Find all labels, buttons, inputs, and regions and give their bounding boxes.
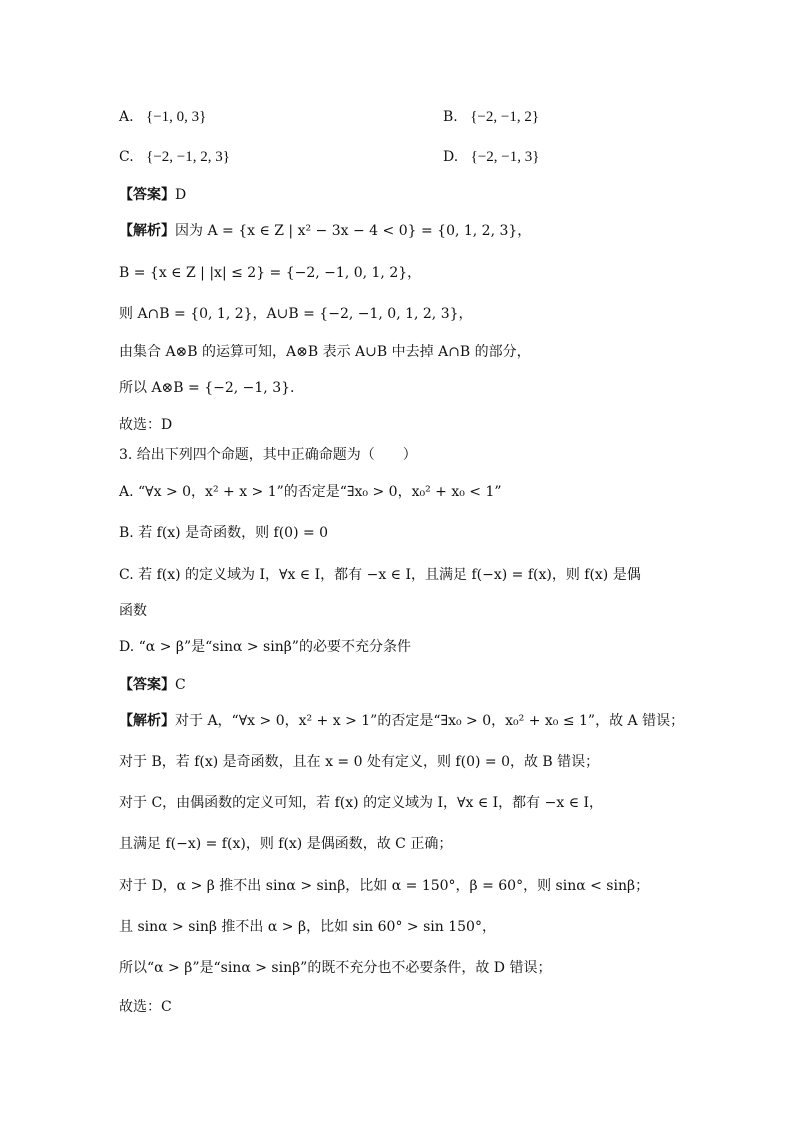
option-a: A. {−1, 0, 3} xyxy=(119,109,207,125)
q3-analysis-line-2: 对于 B，若 f(x) 是奇函数，且在 x = 0 处有定义，则 f(0) = 0，故 B 错误； xyxy=(119,754,600,770)
option-b: B. {−2, −1, 2} xyxy=(443,109,540,125)
q3-option-b: B. 若 f(x) 是奇函数，则 f(0) = 0 xyxy=(119,525,329,541)
q2-analysis-line-1: 【解析】因为 A = {x ∈ Z | x² − 3x − 4 < 0} = {0, 1, 2, 3}， xyxy=(119,223,532,239)
q2-analysis-line-4: 由集合 A⊗B 的运算可知，A⊗B 表示 A∪B 中去掉 A∩B 的部分， xyxy=(119,344,531,360)
q3-option-d: D. “α > β”是“sinα > sinβ”的必要不充分条件 xyxy=(119,639,411,655)
q3-analysis-line-1: 【解析】对于 A，“∀x > 0，x² + x > 1”的否定是“∃x₀ > 0，x₀² + x₀ ≤ 1”，故 A 错误； xyxy=(119,713,685,729)
q3-option-c: C. 若 f(x) 的定义域为 I，∀x ∈ I，都有 −x ∈ I，且满足 f(−x) = f(x)，则 f(x) 是偶 xyxy=(119,567,641,583)
q3-analysis-line-5: 对于 D，α > β 推不出 sinα > sinβ，比如 α = 150°，β = 60°，则 sinα < sinβ； xyxy=(119,878,650,894)
q3-answer: 【答案】C xyxy=(119,677,186,693)
q2-answer: 【答案】D xyxy=(119,187,187,203)
q2-analysis-line-2: B = {x ∈ Z | |x| ≤ 2} = {−2, −1, 0, 1, 2}， xyxy=(119,265,422,281)
q2-analysis-line-3: 则 A∩B = {0, 1, 2}，A∪B = {−2, −1, 0, 1, 2, 3}， xyxy=(119,306,473,322)
q3-analysis-line-8: 故选：C xyxy=(119,999,172,1015)
option-d: D. {−2, −1, 3} xyxy=(443,149,540,165)
q3-analysis-line-6: 且 sinα > sinβ 推不出 α > β，比如 sin 60° > sin 150°， xyxy=(119,919,496,935)
option-c: C. {−2, −1, 2, 3} xyxy=(119,149,230,165)
q2-analysis-line-5: 所以 A⊗B = {−2, −1, 3}. xyxy=(119,380,295,396)
q3-analysis-line-3: 对于 C，由偶函数的定义可知，若 f(x) 的定义域为 I，∀x ∈ I，都有 −x ∈ I， xyxy=(119,795,604,811)
q2-analysis-line-6: 故选：D xyxy=(119,417,173,433)
q3-stem: 3. 给出下列四个命题，其中正确命题为（ ） xyxy=(119,447,417,463)
q3-option-a: A. “∀x > 0，x² + x > 1”的否定是“∃x₀ > 0，x₀² + x₀ < 1” xyxy=(119,484,502,500)
q3-option-c-continued: 函数 xyxy=(119,603,147,619)
q3-analysis-line-4: 且满足 f(−x) = f(x)，则 f(x) 是偶函数，故 C 正确； xyxy=(119,836,453,852)
q3-analysis-line-7: 所以“α > β”是“sinα > sinβ”的既不充分也不必要条件，故 D 错误； xyxy=(119,960,552,976)
